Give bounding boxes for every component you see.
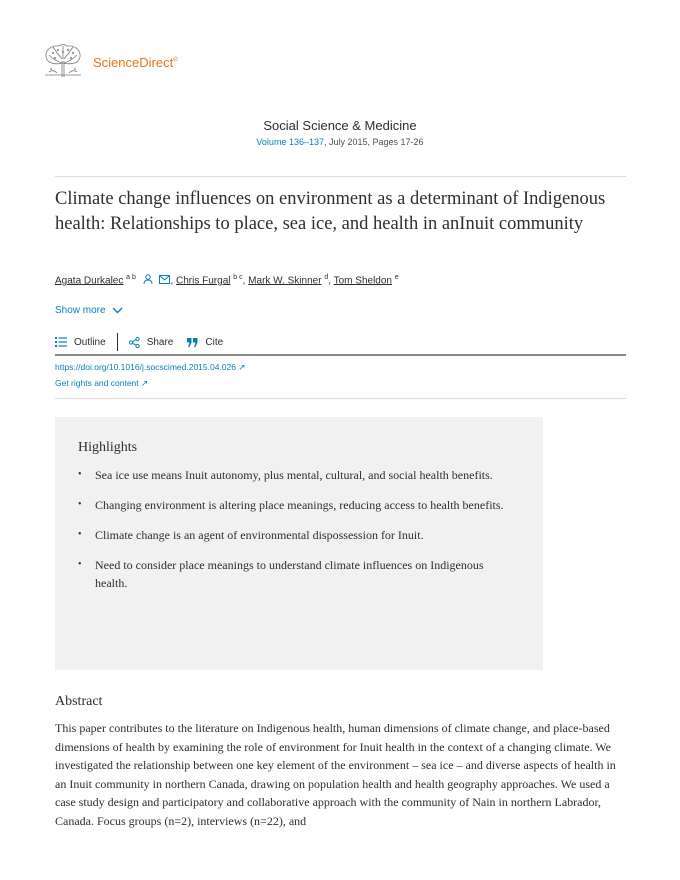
share-label: Share [146, 336, 174, 348]
abstract-text: This paper contributes to the literature on Indigenous health, human dimensions of climate change, and place-based dimensions of health by examining the role of environment for Inuit health in the context of a changing climate. We investigated the relationship between one key element of the environment – sea ice – and diverse aspects of health in an Inuit community in northern Canada, drawing on population health and health geography approaches. We used a case study design and participatory and collaborative approach with the community of Nain in northern Labrador, Canada. Focus groups (n=2), interviews (n=22), and [55, 721, 616, 828]
show-more-button[interactable] [55, 305, 123, 316]
author-link[interactable]: Chris Furgal [176, 275, 231, 287]
doi-link[interactable]: https://doi.org/10.1016/j.socscimed.2015.04.026 ↗ [55, 362, 246, 372]
volume-link[interactable]: Volume 136–137 [256, 137, 324, 147]
highlights-title: Highlights [78, 440, 138, 455]
author-list: Agata Durkalec $^{a b}$ , Chris Furgal $^{b c}$, Mark W. Skinner $^d$, Tom Sheldon $^e$ [55, 274, 399, 287]
list-icon [55, 337, 67, 347]
author-link[interactable]: Tom Sheldon [333, 275, 392, 287]
person-icon[interactable] [143, 274, 153, 287]
toolbar-divider [117, 333, 118, 351]
sciencedirect-brand[interactable]: ScienceDirect® [93, 55, 178, 70]
external-link-icon: ↗ [238, 362, 246, 372]
chevron-down-icon [112, 307, 123, 314]
author-link[interactable]: Mark W. Skinner [248, 275, 322, 287]
header-divider [55, 176, 626, 177]
date-pages: , July 2015, Pages 17-26 [323, 137, 424, 147]
highlight-item: • Sea ice use means Inuit autonomy, plus mental, cultural, and social health benefits. [78, 466, 518, 484]
cite-button[interactable] [187, 337, 223, 348]
volume-info [0, 137, 680, 147]
abstract-title: Abstract [55, 694, 103, 709]
elsevier-tree-logo-icon[interactable] [43, 43, 83, 78]
quote-icon [187, 338, 198, 347]
author-link[interactable]: Agata Durkalec [55, 275, 124, 287]
highlight-item: • Climate change is an agent of environmental dispossession for Inuit. [78, 526, 518, 544]
share-icon [129, 337, 140, 348]
external-link-icon: ↗ [141, 378, 149, 388]
mail-icon[interactable] [159, 275, 170, 287]
show-more-label: Show more [55, 305, 106, 316]
article-toolbar [55, 333, 223, 351]
links-divider [55, 398, 626, 399]
article-title: Climate change influences on environment as a determinant of Indigenous health: Relationships to place, sea ice, and health in anInuit community [55, 189, 606, 234]
highlights-box [55, 417, 543, 670]
share-button[interactable] [129, 337, 174, 348]
highlight-item: • Changing environment is altering place meanings, reducing access to health benefits. [78, 496, 518, 514]
highlights-list [78, 466, 518, 604]
outline-button[interactable] [55, 337, 106, 348]
rights-link[interactable]: Get rights and content ↗ [55, 378, 149, 388]
highlight-item: • Need to consider place meanings to understand climate influences on Indigenous health. [78, 556, 518, 592]
toolbar-rule [55, 354, 626, 356]
outline-label: Outline [74, 336, 106, 348]
cite-label: Cite [205, 336, 224, 348]
journal-name[interactable]: Social Science & Medicine [263, 118, 417, 133]
